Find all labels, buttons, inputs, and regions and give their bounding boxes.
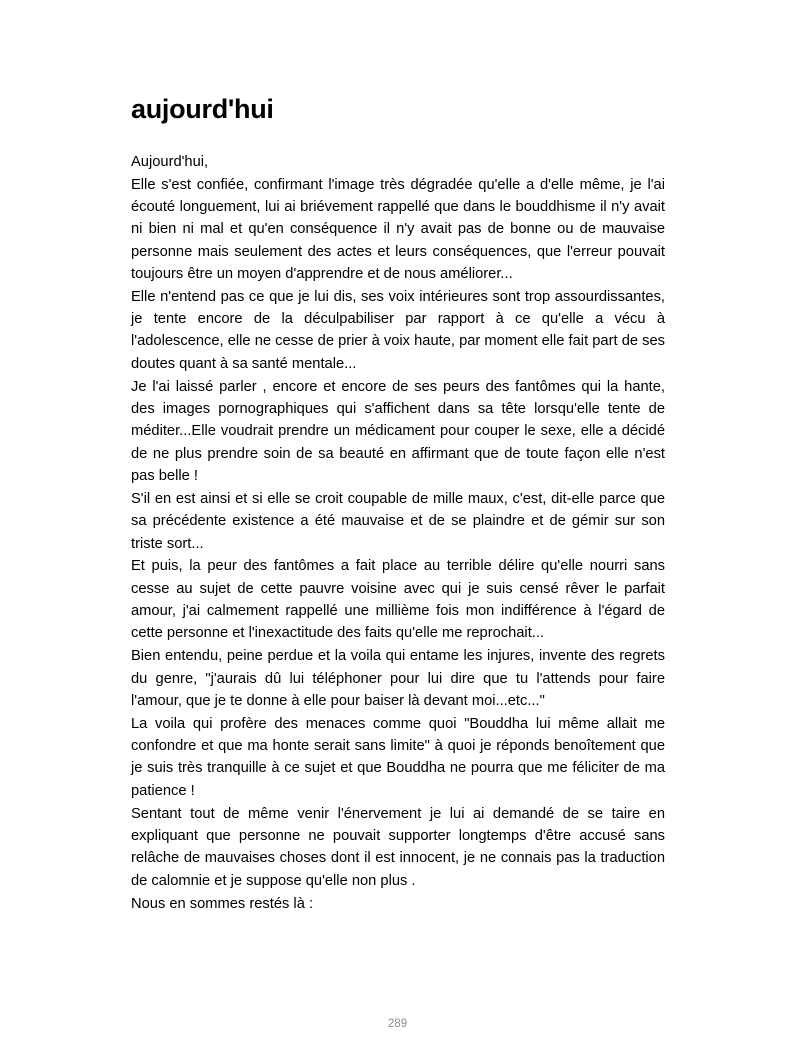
document-body <box>131 95 665 915</box>
paragraph-1: Aujourd'hui, <box>131 153 209 170</box>
paragraph-4: Je l'ai laissé parler , encore et encore de ses peurs des fantômes qui la hante, des images pornographiques qui s'affichent dans sa tête lorsqu'elle tente de méditer...Elle voudrait prendre un médicament pour couper le sexe, elle a décidé de ne plus prendre soin de sa beauté en affirmant que de toute façon elle n'est pas belle ! <box>131 378 665 484</box>
paragraph-7: Bien entendu, peine perdue et la voila qui entame les injures, invente des regrets du genre, "j'aurais dû lui téléphoner pour lui dire que tu l'attends pour faire l'amour, que je te donne à elle pour baiser là devant moi...etc..." <box>131 648 665 709</box>
page-number: 289 <box>387 1018 408 1030</box>
paragraph-9: Sentant tout de même venir l'énervement je lui ai demandé de se taire en expliquant que personne ne pouvait supporter longtemps d'être accusé sans relâche de mauvaises choses dont il est innocent, je ne connais pas la traduction de calomnie et je suppose qu'elle non plus . <box>131 805 665 889</box>
paragraph-10: Nous en sommes restés là : <box>131 895 314 912</box>
paragraph-5: S'il en est ainsi et si elle se croit coupable de mille maux, c'est, dit-elle parce que sa précédente existence a été mauvaise et de se plaindre et de gémir sur son triste sort... <box>131 490 665 552</box>
paragraph-3: Elle n'entend pas ce que je lui dis, ses voix intérieures sont trop assourdissantes, je tente encore de la déculpabiliser par rapport à ce qu'elle a vécu à l'adolescence, elle ne cesse de prier à voix haute, par moment elle fait part de ses doutes quant à sa santé mentale... <box>131 288 665 372</box>
paragraph-8: La voila qui profère des menaces comme quoi "Bouddha lui même allait me confondre et que ma honte serait sans limite" à quoi je réponds benoîtement que je suis très tranquille à ce sujet et que Bouddha ne pourra que me féliciter de ma patience ! <box>131 715 665 799</box>
page-title: aujourd'hui <box>131 94 274 124</box>
paragraph-6: Et puis, la peur des fantômes a fait place au terrible délire qu'elle nourri sans cesse au sujet de cette pauvre voisine avec qui je suis censé rêver le parfait amour, j'ai calmement rappellé une millième fois mon indifférence à l'égard de cette personne et l'inexactitude des faits qu'elle me reprochait... <box>131 558 665 642</box>
paragraph-2: Elle s'est confiée, confirmant l'image très dégradée qu'elle a d'elle même, je l'ai écouté longuement, lui ai briévement rappellé que dans le bouddhisme il n'y avait ni bien ni mal et qu'en conséquence il n'y avait pas de bonne ou de mauvaise personne mais seulement des actes et leurs conséquences, que l'erreur pouvait toujours être un moyen d'apprendre et de nous améliorer... <box>131 176 665 282</box>
